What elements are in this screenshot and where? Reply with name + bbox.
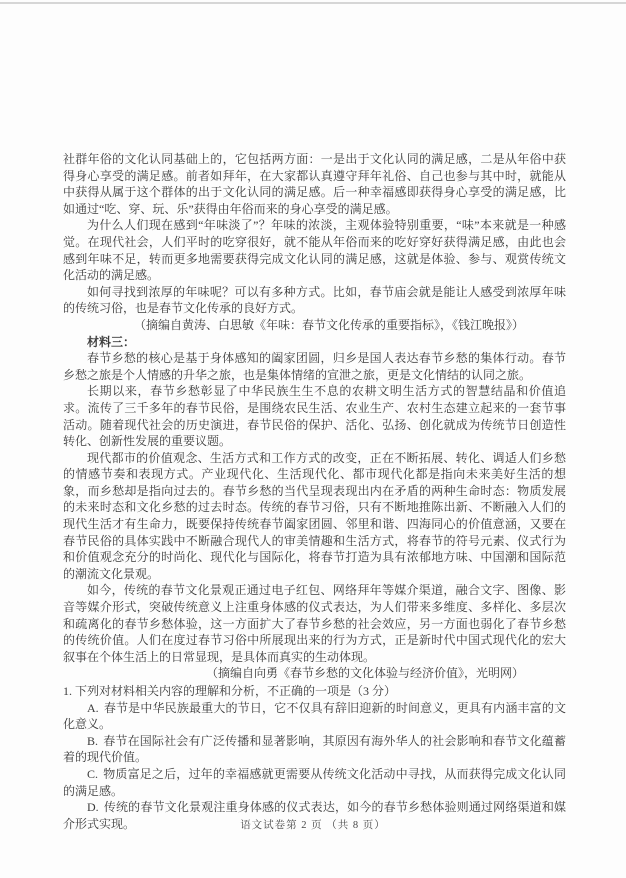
question-1-option-b — [63, 733, 566, 766]
option-text: 春节在国际社会有广泛传播和显著影响，其原因有海外华人的社会影响和春节文化蕴蓄着的现代价值。 — [63, 733, 566, 765]
body-paragraph: 现代都市的价值观念、生活方式和工作方式的改变，正在不断拓展、转化、调适人们乡愁的情感节奏和表现方式。产业现代化、生活现代化、都市现代化都是指向未来美好生活的想象，而乡愁却是指向过去的。春节乡愁的当代呈现表现出内在矛盾的两种生命时态：物质发展的未来时态和文化乡愁的过去时态。传统的春节习俗，只有不断地推陈出新、不断融入人们的现代生活才有生命力，既要保持传统春节阖家团圆、邻里和谐、四海同心的价值意涵，又要在春节民俗的具体实践中不断融合现代人的审美情趣和生活方式，将春节的符号元素、仪式行为和价值观念充分的时尚化、现代化与国际化，将春节打造为具有浓郁地方味、中国潮和国际范的潮流文化景观。 — [63, 450, 566, 581]
material3-heading: 材料三： — [87, 334, 136, 349]
option-label: C. — [87, 766, 99, 781]
body-paragraph: 为什么人们现在感到“年味淡了”？年味的浓淡，主观体验特别重要，“味”本来就是一种感觉。在现代社会，人们平时的吃穿很好，就不能从年俗而来的吃好穿好获得满足感，由此也会感到年味不足，转而更多地需要获得完成文化认同的满足感，这就是体验、参与、观赏传统文化活动的满足感。 — [63, 218, 566, 283]
material3-source-citation: （摘编自向勇《春节乡愁的文化体验与经济价值》，光明网） — [205, 666, 524, 681]
question-1-option-a — [63, 700, 566, 733]
material2-source-citation: （摘编自黄涛、白思敏《年味：春节文化传承的重要指标》，《钱江晚报》） — [133, 317, 524, 332]
question-1-stem: 1. 下列对材料相关内容的理解和分析，不正确的一项是（3 分） — [63, 684, 397, 698]
option-text: 物质富足之后，过年的幸福感就更需要从传统文化活动中寻找，从而获得完成文化认同的满足感。 — [63, 766, 566, 798]
option-label: A. — [87, 700, 99, 715]
scan-edge-line — [0, 2, 626, 4]
option-label: B. — [87, 733, 99, 748]
body-paragraph: 社群年俗的文化认同基础上的，它包括两方面：一是出于文化认同的满足感，二是从年俗中获得身心享受的满足感。前者如拜年，在大家都认真遵守拜年礼俗、自己也参与其中时，就能从中获得从属于这个群体的出于文化认同的满足感。后一种幸福感即获得身心享受的满足感，比如通过“吃、穿、玩、乐”获得由年俗而来的身心享受的满足感。 — [63, 152, 566, 216]
question-1-option-c — [63, 766, 566, 799]
body-paragraph: 春节乡愁的核心是基于身体感知的阖家团圆，归乡是国人表达春节乡愁的集体行动。春节乡愁之旅是个人情感的升华之旅，也是集体情绪的宣泄之旅，更是文化情结的认同之旅。 — [63, 351, 566, 382]
body-paragraph: 如何寻找到浓厚的年味呢？可以有多种方式。比如，春节庙会就是能让人感受到浓厚年味的传统习俗，也是春节文化传承的良好方式。 — [63, 284, 566, 316]
body-paragraph: 如今，传统的春节文化景观正通过电子红包、网络拜年等媒介渠道，融合文字、图像、影音等媒介形式，突破传统意义上注重身体感的仪式表达，为人们带来多维度、多样化、多层次和疏离化的春节乡愁体验，这一方面扩大了春节乡愁的社会效应，另一方面也弱化了春节乡愁的传统价值。人们在度过春节习俗中所展现出来的行为方式，正是新时代中国式现代化的宏大叙事在个体生活上的日常显现，是具体而真实的生动体现。 — [63, 583, 566, 664]
body-paragraph: 长期以来，春节乡愁彰显了中华民族生生不息的农耕文明生活方式的智慧结晶和价值追求。流传了三千多年的春节民俗，是围绕农民生活、农业生产、农村生态建立起来的一套节事活动。随着现代社会的历史演进，春节民俗的保护、活化、弘扬、创化就成为传统节日创造性转化、创新性发展的重要议题。 — [63, 384, 566, 449]
page-footer: 语文试卷第 2 页 （共 8 页） — [240, 820, 386, 831]
text-column — [63, 151, 566, 832]
option-label: D. — [87, 800, 99, 815]
option-text: 传统的春节文化景观注重身体感的仪式表达，如今的春节乡愁体验则通过网络渠道和媒介形式实现。 — [63, 800, 566, 831]
option-text: 春节是中华民族最重大的节日，它不仅具有辞旧迎新的时间意义，更具有内涵丰富的文化意义。 — [63, 700, 566, 732]
